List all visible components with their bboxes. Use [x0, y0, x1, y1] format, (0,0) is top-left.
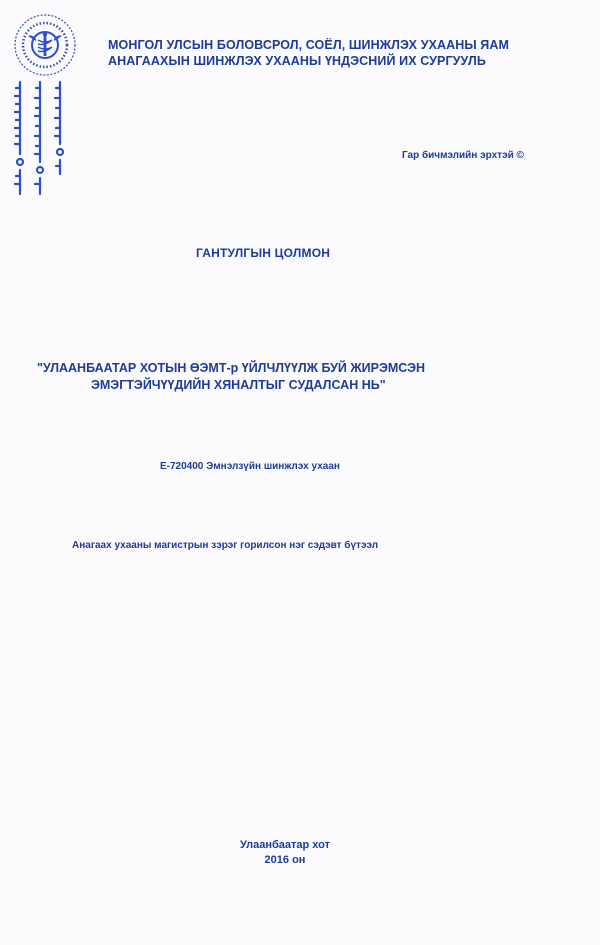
thesis-title-line1: "УЛААНБААТАР ХОТЫН ӨЭМТ-р ҮЙЛЧЛҮҮЛЖ БУЙ ЖИРЭМСЭН [37, 361, 426, 375]
degree-statement: Анагаах ухааны магистрын зэрэг горилсон нэг сэдэвт бүтээл [72, 540, 379, 551]
thesis-title [37, 360, 577, 394]
thesis-title-line2: ЭМЭГТЭЙЧҮҮДИЙН ХЯНАЛТЫГ СУДАЛСАН НЬ" [91, 378, 386, 392]
university-name: АНАГААХЫН ШИНЖЛЭХ УХААНЫ ҮНДЭСНИЙ ИХ СУРГУУЛЬ [108, 54, 486, 68]
copyright-note: Гар бичмэлийн эрхтэй © [402, 150, 524, 161]
city: Улаанбаатар хот [239, 839, 330, 851]
university-emblem-icon [8, 8, 82, 82]
specialty-code: Е-720400 Эмнэлзүйн шинжлэх ухаан [160, 461, 340, 472]
mongolian-script-emblem [6, 78, 76, 198]
ministry-name: МОНГОЛ УЛСЫН БОЛОВСРОЛ, СОЁЛ, ШИНЖЛЭХ УХААНЫ ЯАМ [108, 38, 510, 52]
year: 2016 он [264, 854, 306, 866]
author-name: ГАНТУЛГЫН ЦОЛМОН [196, 246, 331, 260]
ministry-header [108, 37, 588, 69]
place-and-year [0, 838, 570, 868]
